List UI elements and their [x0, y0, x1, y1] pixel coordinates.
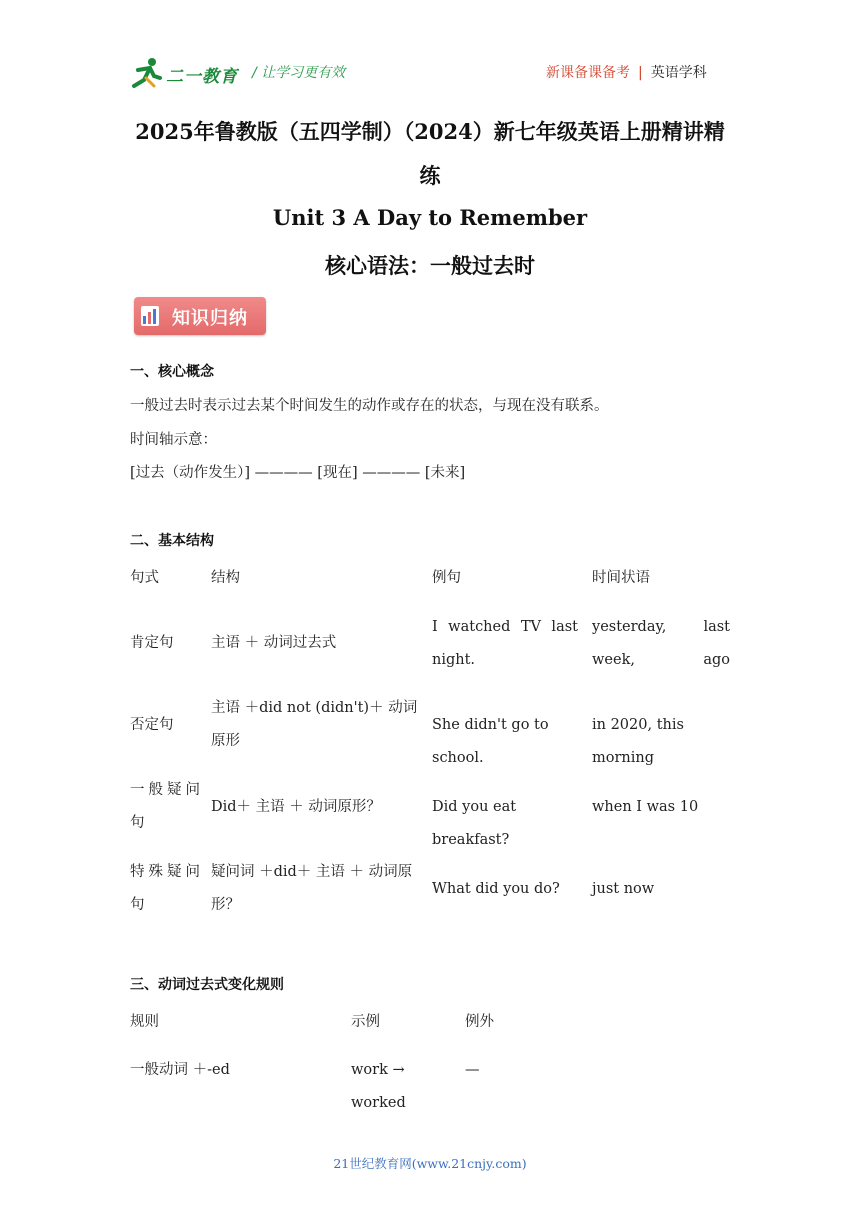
header-tagline: 新课备课备考	[546, 65, 630, 81]
table-cell-example: work → worked	[351, 1062, 406, 1111]
table-cell-adverbial: just now	[592, 881, 655, 897]
table-header-cell: 例外	[465, 1014, 494, 1030]
table-cell-type: 否定句	[130, 717, 174, 733]
doc-title-line1: 2025年鲁教版（五四学制）（2024）新七年级英语上册精讲精	[135, 119, 725, 144]
table-cell-structure: 疑问词 ＋did＋ 主语 ＋ 动词原形？	[211, 864, 413, 913]
table-header-cell: 结构	[211, 570, 240, 586]
table-cell-example: Did you eat breakfast?	[432, 799, 517, 848]
header-subject: 英语学科	[650, 65, 707, 81]
logo-text: 二一教育	[166, 67, 238, 87]
table-header-cell: 规则	[130, 1014, 159, 1030]
table-cell-type: 一般疑问句	[130, 782, 200, 831]
table-cell-rule: 一般动词 ＋-ed	[130, 1062, 230, 1078]
table-header-cell: 示例	[351, 1014, 380, 1030]
timeline-text: [过去（动作发生）] ———— [现在] ———— [未来]	[130, 465, 466, 481]
slogan: / 让学习更有效	[252, 65, 346, 81]
book-chart-icon	[140, 304, 160, 328]
table-cell-structure: Did＋ 主语 ＋ 动词原形？	[211, 799, 381, 815]
table-cell-type: 肯定句	[130, 635, 174, 651]
definition-text: 一般过去时表示过去某个时间发生的动作或存在的状态，与现在没有联系。	[130, 398, 609, 414]
timeline-label: 时间轴示意：	[130, 432, 217, 448]
runner-logo-icon	[130, 56, 164, 90]
table-cell-type: 特殊疑问句	[130, 864, 200, 913]
table-header-cell: 例句	[432, 570, 461, 586]
section1-heading: 一、核心概念	[130, 364, 214, 380]
table-cell-example: She didn't go to school.	[432, 717, 549, 766]
table-header-cell: 句式	[130, 570, 159, 586]
table-cell-adverbial: in 2020, this morning	[592, 717, 684, 766]
table-cell-structure: 主语 ＋ 动词过去式	[211, 635, 337, 651]
knowledge-badge	[134, 297, 266, 335]
section3-heading: 三、动词过去式变化规则	[130, 977, 284, 993]
table-cell-structure: 主语 ＋did not (didn't)＋ 动词原形	[211, 700, 418, 749]
unit-title: Unit 3 A Day to Remember	[272, 205, 588, 230]
grammar-title: 核心语法：一般过去时	[325, 253, 535, 278]
table-cell-example: What did you do?	[432, 881, 560, 897]
footer-link[interactable]: 21世纪教育网(www.21cnjy.com)	[333, 1156, 527, 1171]
table-cell-adverbial: when I was 10	[592, 799, 699, 815]
logo	[130, 56, 240, 90]
table-cell-exception: —	[465, 1062, 480, 1078]
header-separator: |	[638, 65, 643, 81]
badge-label: 知识归纳	[172, 308, 248, 329]
table-cell-example: I watched TV last night.	[432, 619, 578, 668]
doc-title-line2: 练	[419, 163, 441, 188]
section2-heading: 二、基本结构	[130, 533, 214, 549]
header-right	[546, 62, 707, 82]
table-cell-adverbial: yesterday, last week, ago	[592, 619, 730, 668]
table-header-cell: 时间状语	[592, 570, 650, 586]
